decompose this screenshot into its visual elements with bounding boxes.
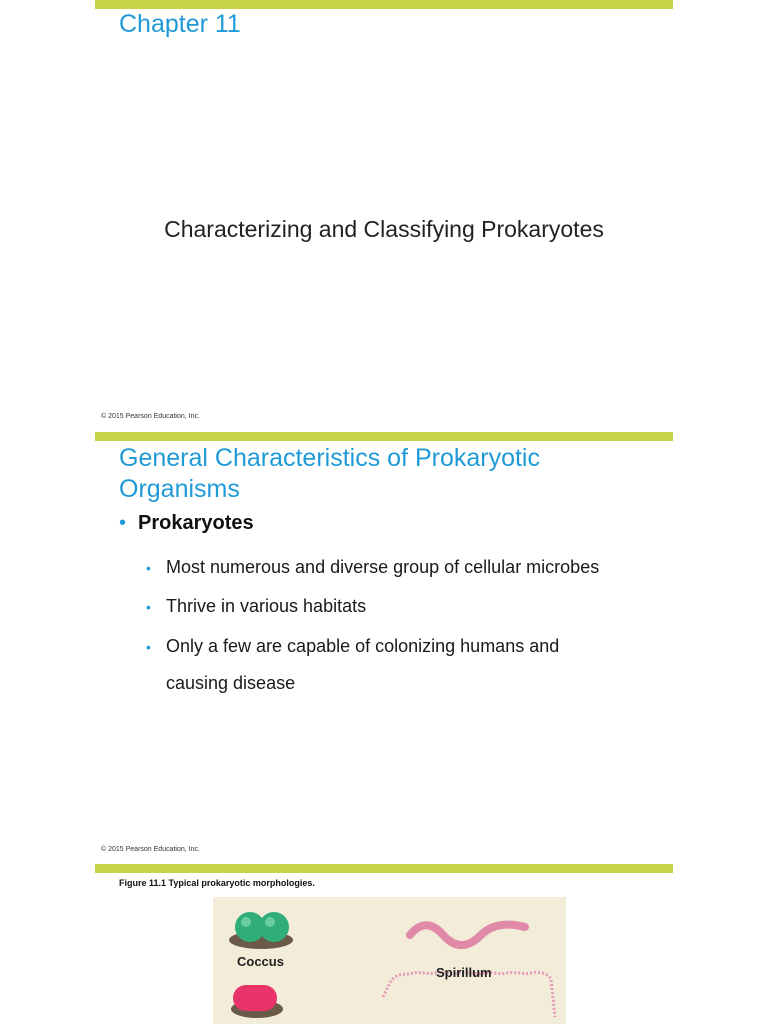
subbullet-item xyxy=(146,549,599,586)
subbullet-item xyxy=(146,628,559,701)
slide-title: Characterizing and Classifying Prokaryotes xyxy=(164,216,604,242)
copyright-notice: © 2015 Pearson Education, Inc. xyxy=(101,413,200,420)
bullet-dot-icon: • xyxy=(119,512,127,534)
spirillum-cell xyxy=(410,925,525,945)
slide2-top-bar xyxy=(95,432,673,441)
figure-caption: Figure 11.1 Typical prokaryotic morphologies. xyxy=(119,878,315,888)
coccus-highlight xyxy=(241,917,251,927)
coccus-highlight xyxy=(265,917,275,927)
spirillum-label: Spirillum xyxy=(436,965,492,980)
subbullet-item xyxy=(146,588,366,625)
copyright-notice: © 2015 Pearson Education, Inc. xyxy=(101,846,200,853)
bullet-prokaryotes xyxy=(119,512,254,535)
morphology-figure xyxy=(213,897,566,1024)
coccus-label: Coccus xyxy=(237,954,284,969)
section-title: General Characteristics of Prokaryotic Organisms xyxy=(119,444,540,503)
slide3-top-bar xyxy=(95,864,673,873)
slide1-top-bar xyxy=(95,0,673,9)
bullet-label: Prokaryotes xyxy=(138,512,254,534)
coccus-cell-right xyxy=(259,912,289,942)
chapter-title: Chapter 11 xyxy=(119,10,241,38)
subbullet-text-continued: causing disease xyxy=(166,673,296,693)
bullet-dot-icon: • xyxy=(146,560,151,576)
bullet-dot-icon: • xyxy=(146,639,151,655)
subbullet-text: Only a few are capable of colonizing humans and xyxy=(166,636,560,656)
subbullet-text: Most numerous and diverse group of cellular microbes xyxy=(166,557,600,577)
subbullet-text: Thrive in various habitats xyxy=(166,596,367,616)
bullet-dot-icon: • xyxy=(146,599,151,615)
bacillus-cell xyxy=(233,985,277,1011)
